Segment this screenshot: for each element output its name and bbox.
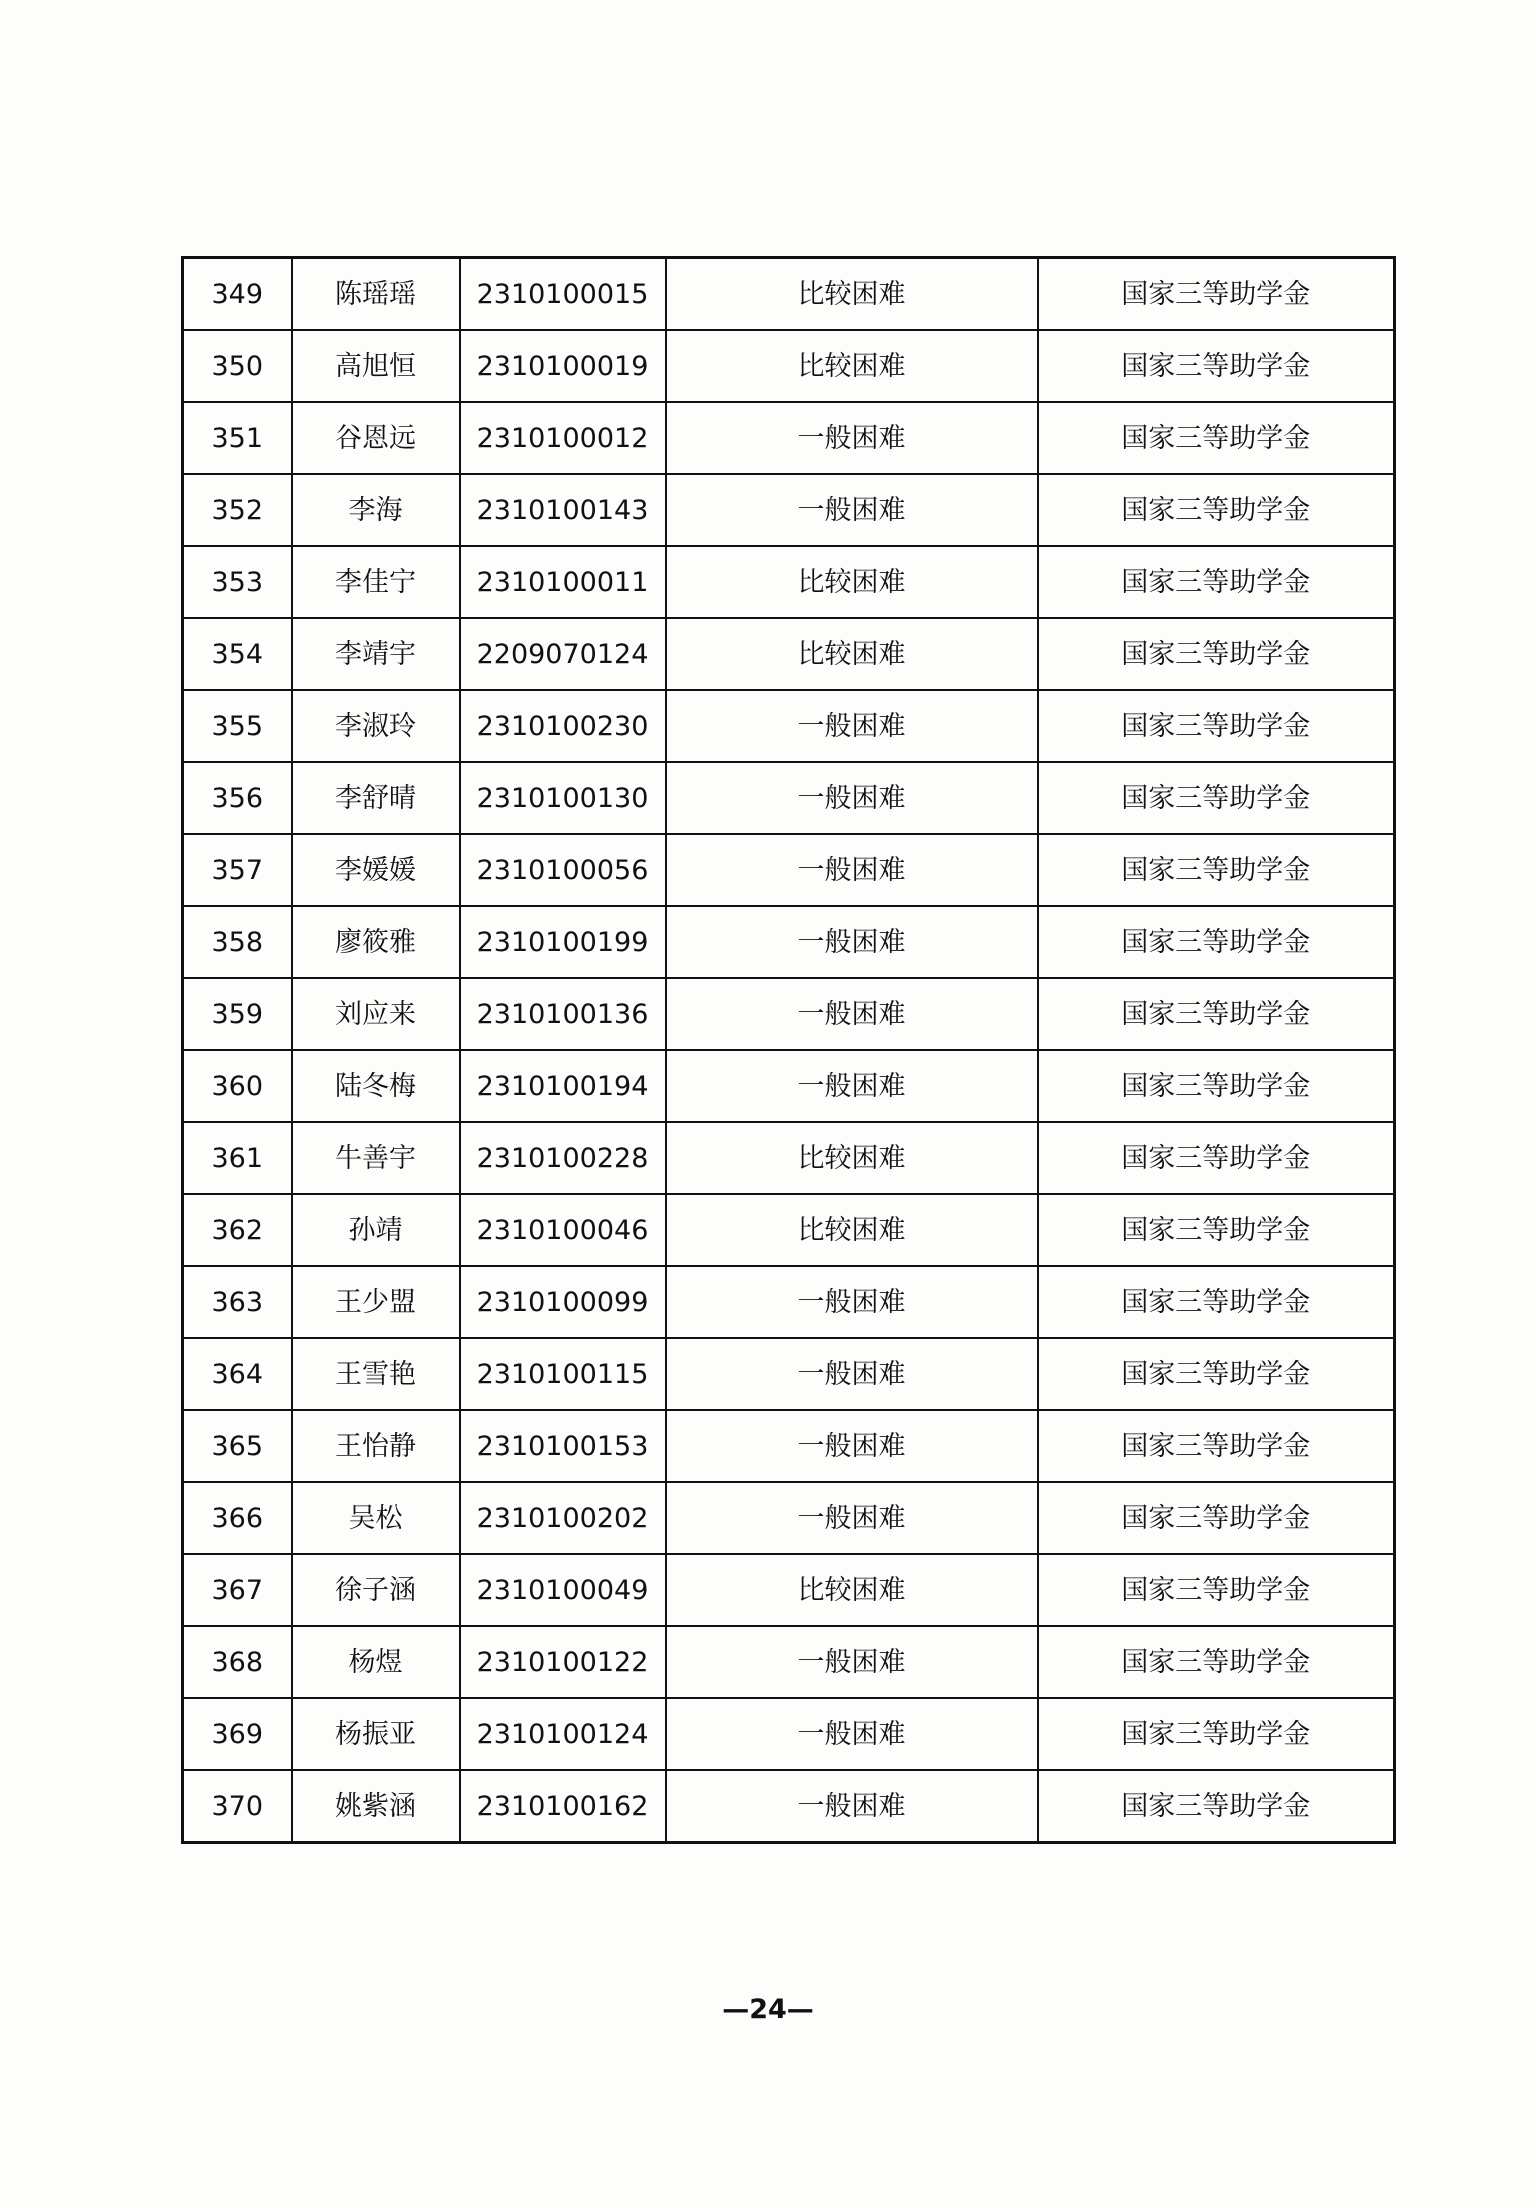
row-number-cell: 357 xyxy=(183,834,292,906)
student-name-cell: 李舒晴 xyxy=(292,762,460,834)
student-name-cell: 杨煜 xyxy=(292,1626,460,1698)
grant-type-cell: 国家三等助学金 xyxy=(1038,1770,1395,1843)
row-number-cell: 359 xyxy=(183,978,292,1050)
difficulty-level-cell: 一般困难 xyxy=(666,1698,1038,1770)
student-name-cell: 徐子涵 xyxy=(292,1554,460,1626)
grant-recipient-table xyxy=(181,256,1396,1844)
difficulty-level-cell: 一般困难 xyxy=(666,1266,1038,1338)
table-row xyxy=(183,690,1395,762)
grant-type-cell: 国家三等助学金 xyxy=(1038,1050,1395,1122)
row-number-cell: 366 xyxy=(183,1482,292,1554)
table-row xyxy=(183,1770,1395,1843)
grant-type-cell: 国家三等助学金 xyxy=(1038,690,1395,762)
grant-type-cell: 国家三等助学金 xyxy=(1038,906,1395,978)
grant-type-cell: 国家三等助学金 xyxy=(1038,546,1395,618)
page-number: —24— xyxy=(722,1994,814,2025)
row-number-cell: 365 xyxy=(183,1410,292,1482)
row-number-cell: 350 xyxy=(183,330,292,402)
grant-type-cell: 国家三等助学金 xyxy=(1038,978,1395,1050)
row-number-cell: 355 xyxy=(183,690,292,762)
difficulty-level-cell: 比较困难 xyxy=(666,330,1038,402)
student-id-cell: 2310100012 xyxy=(460,402,666,474)
student-name-cell: 李淑玲 xyxy=(292,690,460,762)
student-id-cell: 2310100143 xyxy=(460,474,666,546)
row-number-cell: 370 xyxy=(183,1770,292,1843)
row-number-cell: 364 xyxy=(183,1338,292,1410)
grant-type-cell: 国家三等助学金 xyxy=(1038,762,1395,834)
row-number-cell: 367 xyxy=(183,1554,292,1626)
difficulty-level-cell: 比较困难 xyxy=(666,546,1038,618)
difficulty-level-cell: 一般困难 xyxy=(666,906,1038,978)
student-name-cell: 陈瑶瑶 xyxy=(292,258,460,331)
grant-type-cell: 国家三等助学金 xyxy=(1038,834,1395,906)
student-name-cell: 陆冬梅 xyxy=(292,1050,460,1122)
row-number-cell: 356 xyxy=(183,762,292,834)
student-name-cell: 谷恩远 xyxy=(292,402,460,474)
student-id-cell: 2310100153 xyxy=(460,1410,666,1482)
student-name-cell: 廖筱雅 xyxy=(292,906,460,978)
student-id-cell: 2310100194 xyxy=(460,1050,666,1122)
grant-type-cell: 国家三等助学金 xyxy=(1038,1482,1395,1554)
table-row xyxy=(183,906,1395,978)
table-row xyxy=(183,762,1395,834)
table-row xyxy=(183,402,1395,474)
row-number-cell: 354 xyxy=(183,618,292,690)
student-name-cell: 姚紫涵 xyxy=(292,1770,460,1843)
grant-type-cell: 国家三等助学金 xyxy=(1038,1194,1395,1266)
student-id-cell: 2310100228 xyxy=(460,1122,666,1194)
student-id-cell: 2310100056 xyxy=(460,834,666,906)
difficulty-level-cell: 比较困难 xyxy=(666,1122,1038,1194)
row-number-cell: 360 xyxy=(183,1050,292,1122)
grant-type-cell: 国家三等助学金 xyxy=(1038,1410,1395,1482)
table-row xyxy=(183,1338,1395,1410)
difficulty-level-cell: 一般困难 xyxy=(666,834,1038,906)
row-number-cell: 362 xyxy=(183,1194,292,1266)
difficulty-level-cell: 一般困难 xyxy=(666,1410,1038,1482)
student-id-cell: 2209070124 xyxy=(460,618,666,690)
row-number-cell: 349 xyxy=(183,258,292,331)
difficulty-level-cell: 一般困难 xyxy=(666,474,1038,546)
grant-type-cell: 国家三等助学金 xyxy=(1038,618,1395,690)
student-id-cell: 2310100202 xyxy=(460,1482,666,1554)
student-id-cell: 2310100046 xyxy=(460,1194,666,1266)
table-row xyxy=(183,1266,1395,1338)
table-row xyxy=(183,1482,1395,1554)
difficulty-level-cell: 一般困难 xyxy=(666,1770,1038,1843)
grant-type-cell: 国家三等助学金 xyxy=(1038,1626,1395,1698)
student-id-cell: 2310100049 xyxy=(460,1554,666,1626)
student-id-cell: 2310100136 xyxy=(460,978,666,1050)
student-id-cell: 2310100019 xyxy=(460,330,666,402)
difficulty-level-cell: 一般困难 xyxy=(666,762,1038,834)
student-name-cell: 王雪艳 xyxy=(292,1338,460,1410)
difficulty-level-cell: 一般困难 xyxy=(666,1482,1038,1554)
table-row xyxy=(183,1554,1395,1626)
table-row xyxy=(183,1626,1395,1698)
student-name-cell: 李媛媛 xyxy=(292,834,460,906)
row-number-cell: 361 xyxy=(183,1122,292,1194)
student-name-cell: 杨振亚 xyxy=(292,1698,460,1770)
table-row xyxy=(183,1698,1395,1770)
table-row xyxy=(183,474,1395,546)
grant-type-cell: 国家三等助学金 xyxy=(1038,1698,1395,1770)
grant-type-cell: 国家三等助学金 xyxy=(1038,258,1395,331)
table-row xyxy=(183,330,1395,402)
student-name-cell: 王怡静 xyxy=(292,1410,460,1482)
student-name-cell: 李海 xyxy=(292,474,460,546)
table-row xyxy=(183,1410,1395,1482)
table-row xyxy=(183,1194,1395,1266)
table-row xyxy=(183,1122,1395,1194)
student-id-cell: 2310100124 xyxy=(460,1698,666,1770)
difficulty-level-cell: 比较困难 xyxy=(666,618,1038,690)
student-id-cell: 2310100230 xyxy=(460,690,666,762)
student-id-cell: 2310100115 xyxy=(460,1338,666,1410)
student-id-cell: 2310100199 xyxy=(460,906,666,978)
row-number-cell: 351 xyxy=(183,402,292,474)
student-name-cell: 王少盟 xyxy=(292,1266,460,1338)
student-id-cell: 2310100015 xyxy=(460,258,666,331)
difficulty-level-cell: 比较困难 xyxy=(666,258,1038,331)
student-id-cell: 2310100099 xyxy=(460,1266,666,1338)
student-id-cell: 2310100162 xyxy=(460,1770,666,1843)
difficulty-level-cell: 一般困难 xyxy=(666,1338,1038,1410)
table-row xyxy=(183,1050,1395,1122)
student-name-cell: 吴松 xyxy=(292,1482,460,1554)
difficulty-level-cell: 一般困难 xyxy=(666,978,1038,1050)
row-number-cell: 363 xyxy=(183,1266,292,1338)
row-number-cell: 353 xyxy=(183,546,292,618)
row-number-cell: 369 xyxy=(183,1698,292,1770)
table-row xyxy=(183,258,1395,331)
row-number-cell: 368 xyxy=(183,1626,292,1698)
difficulty-level-cell: 一般困难 xyxy=(666,1626,1038,1698)
grant-type-cell: 国家三等助学金 xyxy=(1038,1554,1395,1626)
table-row xyxy=(183,618,1395,690)
student-name-cell: 高旭恒 xyxy=(292,330,460,402)
student-name-cell: 孙靖 xyxy=(292,1194,460,1266)
grant-type-cell: 国家三等助学金 xyxy=(1038,1338,1395,1410)
difficulty-level-cell: 一般困难 xyxy=(666,1050,1038,1122)
grant-type-cell: 国家三等助学金 xyxy=(1038,330,1395,402)
row-number-cell: 352 xyxy=(183,474,292,546)
difficulty-level-cell: 比较困难 xyxy=(666,1194,1038,1266)
student-id-cell: 2310100130 xyxy=(460,762,666,834)
difficulty-level-cell: 一般困难 xyxy=(666,402,1038,474)
table-body xyxy=(183,258,1395,1843)
student-name-cell: 刘应来 xyxy=(292,978,460,1050)
student-id-cell: 2310100011 xyxy=(460,546,666,618)
grant-type-cell: 国家三等助学金 xyxy=(1038,1266,1395,1338)
table-row xyxy=(183,978,1395,1050)
student-name-cell: 李靖宇 xyxy=(292,618,460,690)
grant-type-cell: 国家三等助学金 xyxy=(1038,402,1395,474)
difficulty-level-cell: 比较困难 xyxy=(666,1554,1038,1626)
table-row xyxy=(183,546,1395,618)
table-row xyxy=(183,834,1395,906)
difficulty-level-cell: 一般困难 xyxy=(666,690,1038,762)
student-name-cell: 牛善宇 xyxy=(292,1122,460,1194)
grant-type-cell: 国家三等助学金 xyxy=(1038,474,1395,546)
student-id-cell: 2310100122 xyxy=(460,1626,666,1698)
student-name-cell: 李佳宁 xyxy=(292,546,460,618)
row-number-cell: 358 xyxy=(183,906,292,978)
grant-type-cell: 国家三等助学金 xyxy=(1038,1122,1395,1194)
